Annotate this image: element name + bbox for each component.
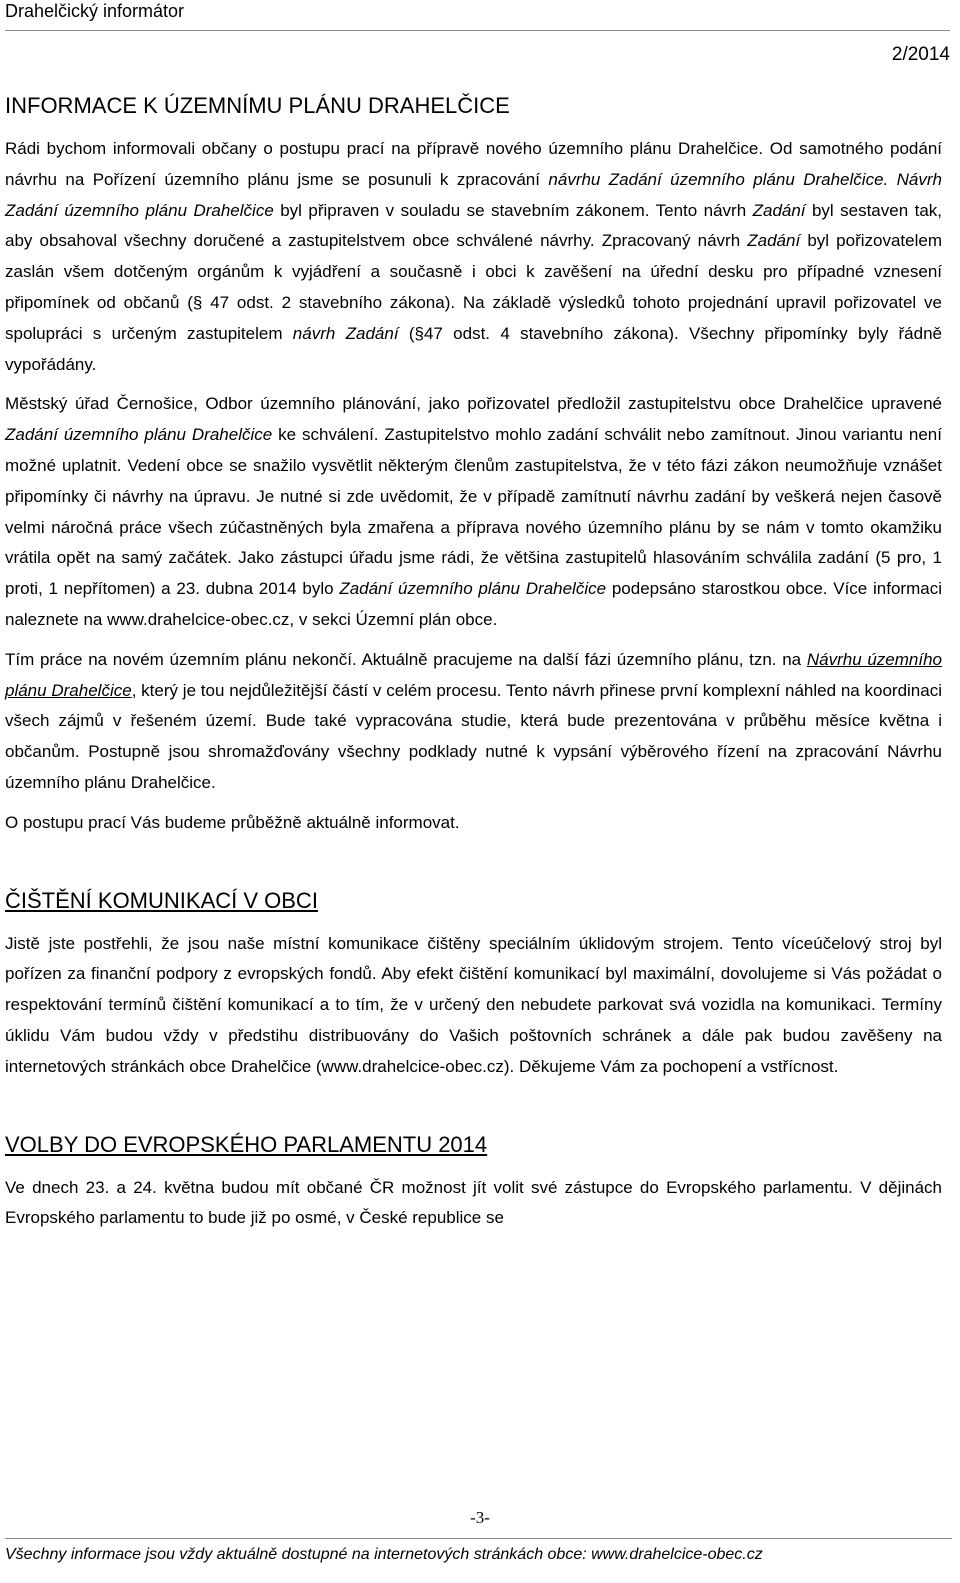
article-body [5,92,942,1243]
section-cisteni-komunikaci [5,887,942,1083]
running-header [5,0,950,65]
emphasis: návrhu Zadání územního plánu Drahelčice. Návrh Zadání územního plánu Drahelčice [5,169,943,220]
text-run: Tím práce na novém územním plánu nekončí. Aktuálně pracujeme na další fázi územního plánu, tzn. na [5,649,807,669]
page-number: -3- [470,1508,490,1527]
text-run: ke schválení. Zastupitelstvo mohlo zadání schválit nebo zamítnout. Jinou variantu není možné uplatnit. Vedení obce se snažilo vysvětlit některým členům zastupitelstva, že v této fázi zákon neumožňuje vznášet připomínky či návrhy na úpravu. Je nutné si zde uvědomit, že v případě zamítnutí návrhu zadání by veškerá nejen časově velmi náročná práce všech zúčastněných byla zmařena a příprava nového územního plánu by se nám v tomto okamžiku vrátila opět na samý začátek. Jako zástupci úřadu jsme rádi, že většina zastupitelů hlasováním schválila zadání (5 pro, 1 proti, 1 nepřítomen) a 23. dubna 2014 bylo [5,425,942,599]
section-title: VOLBY DO EVROPSKÉHO PARLAMENTU 2014 [5,1131,488,1157]
paragraph: O postupu prací Vás budeme průběžně aktuálně informovat. [5,812,460,832]
newsletter-title: Drahelčický informátor [5,1,185,21]
text-run: byl připraven v souladu se stavebním zákonem. Tento návrh [273,200,753,220]
emphasis: Zadání územního plánu Drahelčice [5,425,273,445]
emphasis: Zadání [747,231,801,251]
text-run: , který je tou nejdůležitější částí v celém procesu. Tento návrh přinese první komplexní náhled na koordinaci všech zájmů v řešeném území. Bude také vypracována studie, která bude prezentována v průběhu měsíce května i občanům. Postupně jsou shromažďovány všechny podklady nutné k vypsání výběrového řízení na zpracování Návrhu územního plánu Drahelčice. [5,680,942,792]
text-run: Rádi bychom informovali občany o postupu prací na přípravě nového územního plánu Drahelčice. Od samotného podání návrhu na Pořízení územního plánu jsme se posunuli k zpracování [5,139,942,189]
issue-number: 2/2014 [891,44,950,65]
underlined-emphasis: Návrhu územního plánu Drahelčice [5,649,943,700]
paragraph: Ve dnech 23. a 24. května budou mít občané ČR možnost jít volit své zástupce do Evropského parlamentu. V dějinách Evropského parlamentu to bude již po osmé, v České republice se [5,1177,942,1228]
text-run: (§47 odst. 4 stavebního zákona). Všechny připomínky byly řádně vypořádány. [5,323,942,374]
text-run: byl pořizovatelem zaslán všem dotčeným orgánům k vyjádření a současně i obci k zavěšení na úřední desku pro případné vznesení připomínek od občanů (§ 47 odst. 2 stavebního zákona). Na základě výsledků tohoto projednání upravil pořizovatel ve spolupráci s určeným zastupitelem [5,231,942,343]
paragraph [5,645,942,799]
text-run: podepsáno starostkou obce. Více informaci naleznete na www.drahelcice-obec.cz, v sekci Územní plán obce. [5,579,942,629]
section-title: INFORMACE K ÚZEMNÍMU PLÁNU DRAHELČICE [5,93,510,118]
emphasis: Zadání územního plánu Drahelčice [339,579,607,599]
section-title: ČIŠTĚNÍ KOMUNIKACÍ V OBCI [5,887,318,913]
text-run: Městský úřad Černošice, Odbor územního plánování, jako pořizovatel předložil zastupitelstvu obce Drahelčice upravené [5,394,942,414]
paragraph: Jistě jste postřehli, že jsou naše místní komunikace čištěny speciálním úklidovým strojem. Tento víceúčelový stroj byl pořízen za finanční podpory z evropských fondů. Aby efekt čištění komunikací byl maximální, dovolujeme si Vás požádat o respektování termínů čištění komunikací a to tím, že v určený den nebudete parkovat svá vozidla na komunikaci. Termíny úklidu Vám budou vždy v předstihu distribuovány do Vašich poštovních schránek a dále pak budou zavěšeny na internetových stránkách obce Drahelčice (www.drahelcice-obec.cz). Děkujeme Vám za pochopení a vstřícnost. [5,933,942,1076]
section-uzemni-plan [5,92,942,839]
text-run: byl sestaven tak, aby obsahoval všechny doručené a zastupitelstvem obce schválené návrhy. Zpracovaný návrh [5,200,943,251]
section-volby [5,1131,942,1235]
emphasis: návrh Zadání [292,323,399,343]
emphasis: Zadání [752,200,806,220]
footer-divider [5,1538,952,1539]
paragraph [5,134,942,380]
running-footer: Všechny informace jsou vždy aktuálně dostupné na internetových stránkách obce: www.drahelcice-obec.cz [5,1546,763,1563]
header-divider [5,30,950,31]
paragraph [5,389,942,635]
